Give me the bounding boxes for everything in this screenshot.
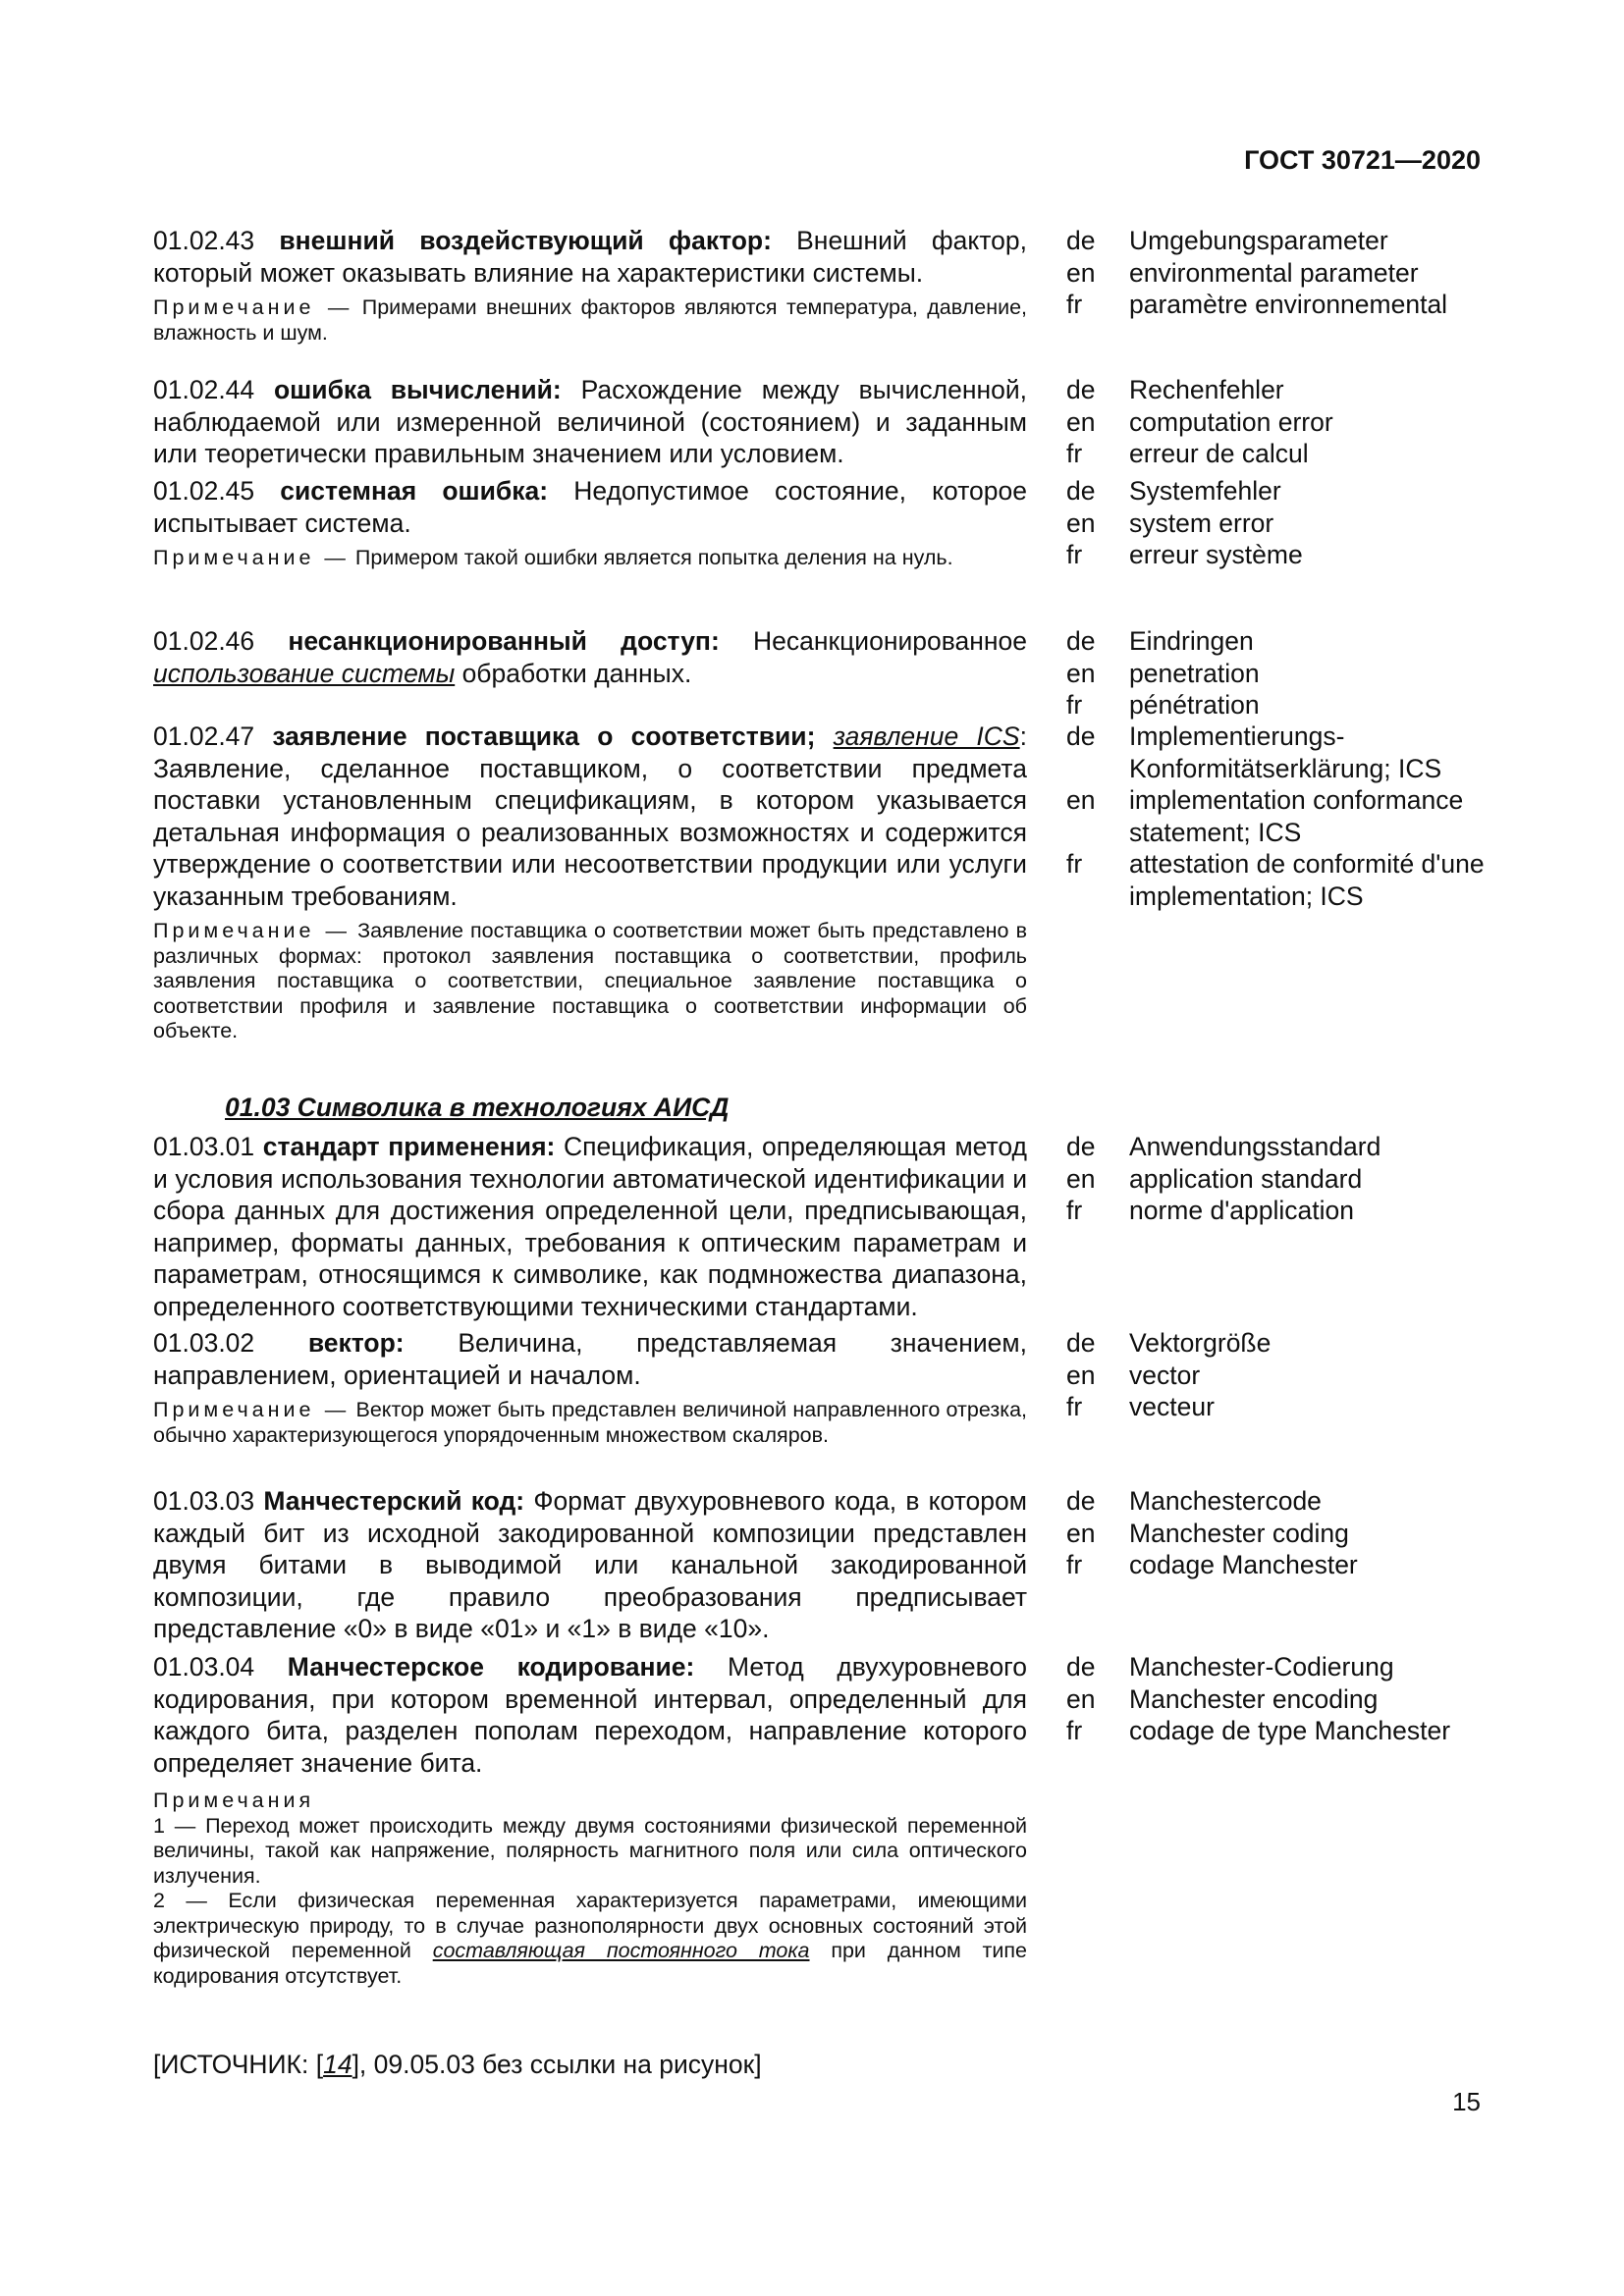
entry-term: вектор: [307, 1328, 405, 1358]
lang-code: fr [1066, 540, 1083, 569]
entry-note [153, 295, 1027, 346]
page-number: 15 [1452, 2087, 1481, 2116]
translation-text: computation error [1129, 406, 1333, 437]
lang-code: fr [1066, 1716, 1083, 1745]
alt-term-link[interactable]: заявление ICS [833, 721, 1020, 751]
note-label: Примечание — [153, 546, 350, 569]
translations-01-03-03 [1066, 1485, 1498, 1581]
entry-number: 01.03.03 [153, 1486, 255, 1516]
entry-number: 01.02.43 [153, 226, 255, 255]
entry-01-02-47 [153, 721, 1027, 1044]
lang-code: de [1066, 1132, 1096, 1161]
entry-term: несанкционированный доступ: [288, 626, 720, 656]
translation-text: implementation conformance statement; ICS [1129, 785, 1464, 847]
note-label: Примечание — [153, 919, 352, 942]
translation-text: Umgebungsparameter [1129, 226, 1388, 255]
entry-definition-end: обработки данных. [455, 658, 692, 688]
lang-code: en [1066, 658, 1096, 688]
lang-code: fr [1066, 1392, 1083, 1421]
lang-code: en [1066, 257, 1096, 288]
lang-code: fr [1066, 690, 1083, 720]
lang-code: fr [1066, 849, 1083, 879]
lang-code: de [1066, 226, 1096, 255]
lang-code: de [1066, 1328, 1096, 1358]
translation-text: Systemfehler [1129, 476, 1281, 506]
note-text-end: при данном типе кодирования отсутствует. [153, 1939, 1027, 1988]
entry-number: 01.02.46 [153, 626, 255, 656]
translation-text: system error [1129, 507, 1274, 538]
entry-definition: Внешний фактор, который может оказывать влияние на характеристики системы. [153, 226, 1027, 288]
translation-text: codage de type Manchester [1129, 1716, 1451, 1745]
entry-01-02-45 [153, 475, 1027, 571]
entry-definition: Величина, представляемая значением, направлением, ориентацией и началом. [153, 1328, 1027, 1390]
translation-text: Vektorgröße [1129, 1328, 1272, 1358]
translation-text: Manchestercode [1129, 1486, 1322, 1516]
entry-term: заявление поставщика о соответствии; [272, 721, 816, 751]
entry-number: 01.02.44 [153, 375, 255, 404]
lang-code: en [1066, 406, 1096, 437]
lang-code: fr [1066, 290, 1083, 319]
notes-heading: Примечания [153, 1789, 315, 1812]
bibliography-link[interactable]: 14 [323, 2050, 352, 2079]
lang-code: en [1066, 1683, 1096, 1714]
note-2 [153, 1889, 1027, 1989]
lang-code: fr [1066, 1196, 1083, 1225]
entry-01-02-46 [153, 625, 1027, 689]
translation-text: paramètre environnemental [1129, 290, 1448, 319]
note-text: Примерами внешних факторов являются температура, давление, влажность и шум. [153, 295, 1028, 345]
note-label: Примечание — [153, 295, 353, 319]
translation-text: Manchester-Codierung [1129, 1652, 1394, 1682]
lang-code: en [1066, 1518, 1096, 1548]
translation-text: Eindringen [1129, 626, 1254, 656]
entry-term: системная ошибка: [280, 476, 549, 506]
translation-text: norme d'application [1129, 1196, 1354, 1225]
entry-01-03-02 [153, 1327, 1027, 1448]
source-reference [153, 2050, 762, 2080]
entry-term: ошибка вычислений: [274, 375, 562, 404]
entry-definition: Недопустимое состояние, которое испытывает система. [153, 476, 1027, 538]
translation-text: pénétration [1129, 690, 1260, 720]
translations-01-03-02 [1066, 1327, 1498, 1423]
entry-number: 01.02.47 [153, 721, 255, 751]
entry-definition: Несанкционированное [719, 626, 1027, 656]
note-text: Заявление поставщика о соответствии может быть представлено в различных формах: протокол заявления поставщика о соответствии, профиль заявления поставщика о соответствии, специальное заявление поставщика о соответствии профиля и заявление поставщика о соответствии информации об объекте. [153, 919, 1027, 1042]
translation-text: codage Manchester [1129, 1550, 1358, 1579]
lang-code: de [1066, 1486, 1096, 1516]
source-text: [ИСТОЧНИК: [ [153, 2050, 324, 2079]
entry-note [153, 919, 1027, 1044]
translation-text: Anwendungsstandard [1129, 1132, 1381, 1161]
translation-text: attestation de conformité d'une implementation; ICS [1129, 849, 1485, 911]
standard-designation: ГОСТ 30721—2020 [1244, 145, 1481, 175]
entry-01-02-44 [153, 374, 1027, 470]
section-title: 01.03 Символика в технологиях АИСД [225, 1093, 730, 1122]
entry-term: внешний воздействующий фактор: [279, 226, 772, 255]
translation-text: erreur système [1129, 540, 1303, 569]
lang-code: de [1066, 1652, 1096, 1682]
entry-definition: Спецификация, определяющая метод и условия использования технологии автоматической идентификации и сбора данных для достижения определенной цели, предписывающая, например, форматы данных, требования к оптическим параметрам и параметрам, относящимся к символике, как подмножества диапазона, определенного соответствующими техническими стандартами. [153, 1132, 1027, 1321]
translations-01-03-04 [1066, 1651, 1498, 1747]
translations-01-03-01 [1066, 1131, 1498, 1227]
note-label: Примечание — [153, 1398, 351, 1421]
translation-text: erreur de calcul [1129, 439, 1309, 468]
lang-code: fr [1066, 1550, 1083, 1579]
entry-note [153, 1398, 1027, 1448]
entry-01-03-04 [153, 1651, 1027, 1989]
lang-code: en [1066, 785, 1096, 815]
note-1: 1 — Переход может происходить между двумя состояниями физической переменной величины, такой как напряжение, полярность магнитного поля или сила оптического излучения. [153, 1813, 1027, 1888]
note-text: Примером такой ошибки является попытка деления на нуль. [349, 546, 953, 569]
term-reference-link[interactable]: составляющая постоянного тока [432, 1939, 810, 1962]
entry-01-02-43 [153, 225, 1027, 346]
translations-01-02-43 [1066, 225, 1498, 321]
lang-code: de [1066, 375, 1096, 404]
entry-definition: Расхождение между вычисленной, наблюдаемой или измеренной величиной (состоянием) и заданным или теоретически правильным значением или условием. [153, 375, 1027, 468]
lang-code: de [1066, 476, 1096, 506]
translation-text: vector [1129, 1360, 1201, 1390]
entry-01-03-03 [153, 1485, 1027, 1645]
translations-01-02-45 [1066, 475, 1498, 571]
entry-note [153, 546, 1027, 571]
translation-text: Implementierungs-Konformitätserklärung; ICS [1129, 721, 1442, 783]
translations-01-02-46 [1066, 625, 1498, 721]
translation-text: application standard [1129, 1163, 1363, 1194]
lang-code: de [1066, 721, 1096, 751]
entry-definition: : Заявление, сделанное поставщиком, о соответствии предмета поставки установленным спецификациям, в котором указывается детальная информация о реализованных возможностях и содержится утверждение о соответствии или несоответствии продукции или услуги указанным требованиям. [153, 721, 1027, 911]
entry-number: 01.02.45 [153, 476, 255, 506]
note-text: Вектор может быть представлен величиной направленного отрезка, обычно характеризующегося упорядоченным множеством скаляров. [153, 1398, 1027, 1447]
entry-term: Манчестерский код: [263, 1486, 525, 1516]
entry-number: 01.03.04 [153, 1652, 255, 1682]
translation-text: Manchester encoding [1129, 1683, 1379, 1714]
entry-number: 01.03.01 [153, 1132, 255, 1161]
lang-code: en [1066, 507, 1096, 538]
entry-term: стандарт применения: [262, 1132, 556, 1161]
note-text: 2 — Если физическая переменная характеризуется параметрами, имеющими электрическую природу, то в случае разнополярности двух основных состояний этой физической переменной [153, 1889, 1027, 1962]
entry-term: Манчестерское кодирование: [287, 1652, 695, 1682]
translation-text: Rechenfehler [1129, 375, 1284, 404]
translations-01-02-47 [1066, 721, 1498, 912]
lang-code: fr [1066, 439, 1083, 468]
entry-number: 01.03.02 [153, 1328, 255, 1358]
lang-code: en [1066, 1360, 1096, 1390]
translation-text: penetration [1129, 658, 1260, 688]
translation-text: environmental parameter [1129, 257, 1419, 288]
translation-text: vecteur [1129, 1392, 1215, 1421]
entry-definition: Формат двухуровневого кода, в котором каждый бит из исходной закодированной композиции представлен двумя битами в выводимой или канальной закодированной композиции, где правило преобразования предписывает представление «0» в виде «01» и «1» в виде «10». [153, 1486, 1027, 1643]
source-text-end: ], 09.05.03 без ссылки на рисунок] [352, 2050, 762, 2079]
translation-text: Manchester coding [1129, 1518, 1349, 1548]
entry-01-03-01 [153, 1131, 1027, 1322]
term-reference-link[interactable]: использование системы [153, 658, 456, 688]
entry-definition: Метод двухуровневого кодирования, при котором временной интервал, определенный для каждого бита, разделен пополам переходом, направление которого определяет значение бита. [153, 1652, 1027, 1778]
translations-01-02-44 [1066, 374, 1498, 470]
lang-code: de [1066, 626, 1096, 656]
lang-code: en [1066, 1163, 1096, 1194]
